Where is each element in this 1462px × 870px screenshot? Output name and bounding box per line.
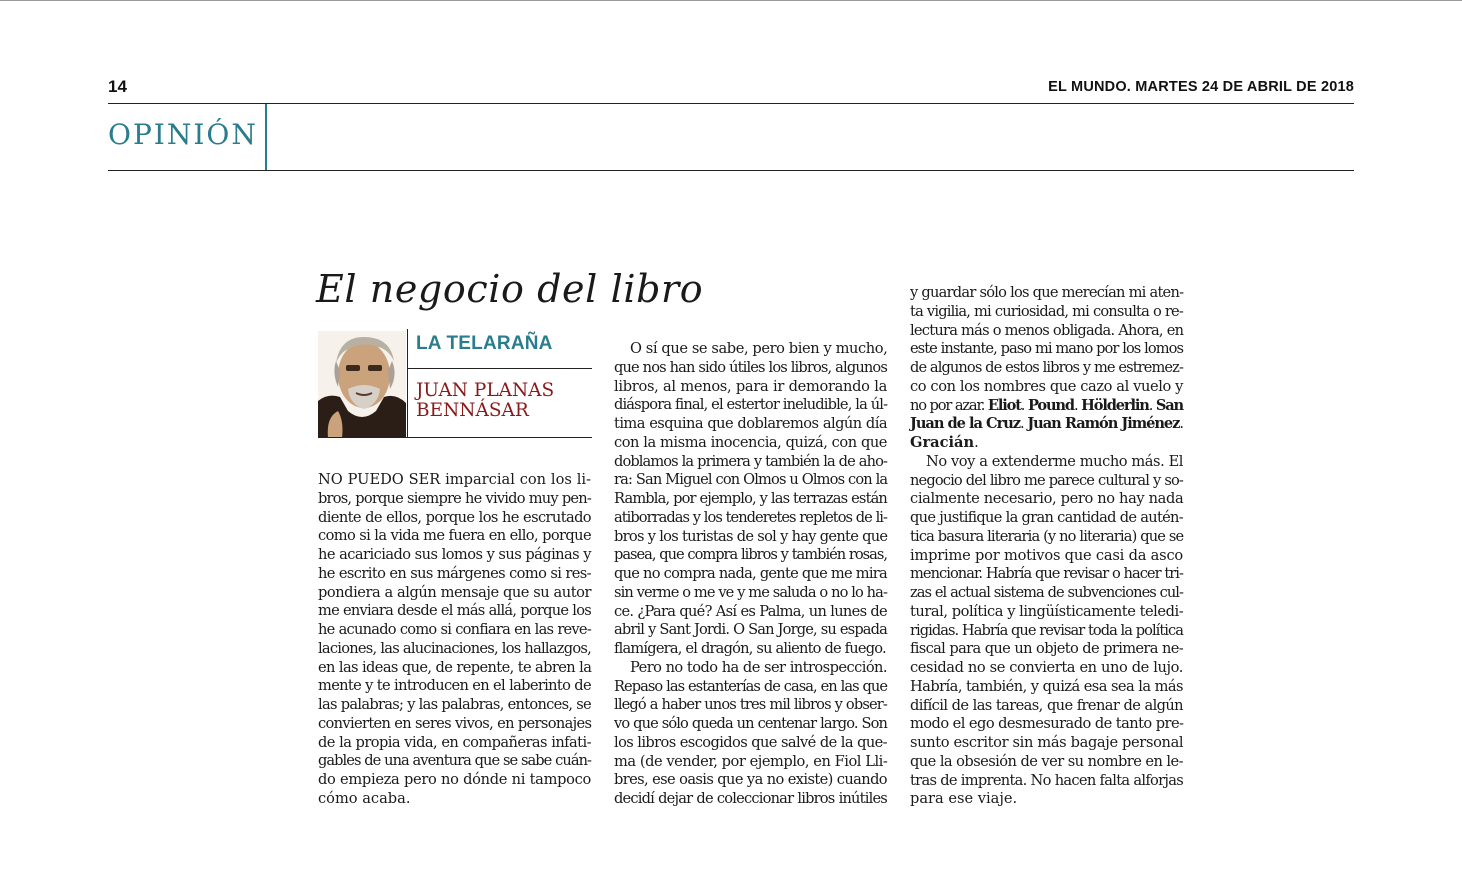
text-line: sunto escritor sin más bagaje personal: [910, 734, 1184, 751]
text-line: he acunado como si confiara en las reve-: [318, 621, 591, 638]
name-gracian: Gracián: [910, 434, 975, 451]
text-line: llegó a haber unos tres mil libros y obser-: [614, 696, 887, 714]
text-line: imprime por motivos que casi da asco: [910, 546, 1183, 564]
article-column-2: [614, 340, 887, 809]
text-line: me enviara desde el más allá, porque los: [318, 602, 591, 620]
text-line: este instante, paso mi mano por los lomos: [910, 340, 1183, 358]
text-line: convierten en seres vivos, en personajes: [318, 714, 592, 732]
text-line: sin verme o me ve y me saluda o no lo ha-: [614, 583, 887, 601]
section-divider: [265, 104, 267, 170]
dateline: EL MUNDO. MARTES 24 DE ABRIL DE 2018: [1048, 79, 1354, 95]
text-line: gables de una aventura que se sabe cuán-: [318, 752, 591, 770]
author-name: [416, 381, 592, 421]
text-line: mente y te introducen en el laberinto de: [318, 677, 591, 695]
text-line: de la propia vida, en compañeras infati-: [318, 733, 591, 751]
separator: .: [1020, 396, 1025, 414]
author-name-line2: BENNÁSAR: [416, 400, 529, 421]
byline-divider-bottom: [318, 437, 592, 438]
text-line: NO PUEDO SER imparcial con los li-: [318, 471, 591, 488]
text-line: que la obsesión de ver su nombre en le-: [910, 752, 1183, 770]
text-line: de algunos de estos libros y me estremez-: [910, 359, 1183, 376]
name-san: San: [1155, 396, 1183, 414]
name-juan-ramon-jimenez: Juan Ramón Jiménez: [1027, 415, 1180, 433]
text-line: do empieza pero no dónde ni tampoco: [318, 771, 591, 788]
header-rule-top: [108, 103, 1354, 104]
separator: .: [1179, 415, 1183, 433]
text-line: las palabras; y las palabras, entonces, se: [318, 696, 591, 713]
separator: .: [1148, 396, 1153, 414]
name-juan-de-la-cruz: Juan de la Cruz: [910, 415, 1021, 433]
section-title: OPINIÓN: [108, 118, 258, 151]
text-line: y guardar sólo los que merecían mi aten-: [910, 284, 1184, 301]
author-name-line1: JUAN PLANAS: [416, 380, 555, 401]
article-headline: El negocio del libro: [316, 267, 704, 311]
text-line: que justifique la gran cantidad de autén-: [910, 509, 1183, 526]
text-line: negocio del libro me parece cultural y so-: [910, 471, 1183, 489]
text-line: abril y Sant Jordi. O San Jorge, su espada: [614, 621, 887, 639]
text-line: que nos han sido útiles los libros, algunos: [614, 358, 887, 376]
text-line: tras de imprenta. No hacen falta alforjas: [910, 771, 1183, 789]
text-line: rigidas. Habría que revisar toda la política: [910, 621, 1183, 639]
text-line: Pero no todo ha de ser introspección.: [630, 658, 887, 676]
text-line: que no compra nada, gente que me mira: [614, 565, 887, 582]
author-portrait-icon: [318, 331, 406, 438]
text-line: Repaso las estanterías de casa, en las que: [614, 677, 887, 695]
text-line: diáspora final, el estertor ineludible, la úl-: [614, 396, 888, 414]
text-line: cesidad no se convierta en uno de lujo.: [910, 659, 1183, 676]
text-line: co con los nombres que cazo al vuelo y: [910, 377, 1183, 395]
text-fragment: no por azar.: [910, 396, 985, 414]
text-line: laciones, las alucinaciones, los hallazgos,: [318, 639, 591, 657]
text-line: como si la vida me fuera en ello, porque: [318, 527, 591, 545]
text-line: ma (de vender, por ejemplo, en Fiol Lli-: [614, 752, 888, 770]
text-line: diente de ellos, porque los he escrutado: [318, 508, 591, 526]
name-pound: Pound: [1027, 396, 1074, 414]
text-line: modo el ego desmesurado de tanto pre-: [910, 715, 1184, 733]
text-line: con la misma inocencia, quizá, con que: [614, 433, 887, 451]
text-line: tima esquina que doblaremos algún día: [614, 415, 887, 432]
text-line: tural, política y lingüísticamente teledi-: [910, 602, 1184, 620]
text-line: para ese viaje.: [910, 790, 1018, 808]
text-line: ce. ¿Para qué? Así es Palma, un lunes de: [614, 602, 887, 620]
name-eliot: Eliot: [987, 396, 1021, 414]
text-line: ta vigilia, mi curiosidad, mi consulta o re-: [910, 302, 1183, 320]
text-line: cialmente necesario, pero no hay nada: [910, 490, 1184, 508]
text-line: en las ideas que, de repente, te abren la: [318, 658, 592, 676]
text-line: zas el actual sistema de subvenciones cul-: [910, 584, 1183, 601]
text-line: fiscal para que un objeto de primera ne-: [910, 640, 1183, 658]
text-line: he acariciado sus lomos y sus páginas y: [318, 546, 591, 563]
text-line: ra: San Miguel con Olmos u Olmos con la: [614, 471, 888, 489]
text-line-with-names: [910, 397, 1183, 416]
byline-divider-vertical: [407, 329, 408, 438]
separator: .: [1020, 415, 1024, 433]
text-line: doblamos la primera y también la de aho-: [614, 452, 887, 470]
text-line: O sí que se sabe, pero bien y mucho,: [630, 340, 888, 357]
column-name: LA TELARAÑA: [416, 333, 553, 354]
author-photo: [318, 331, 406, 438]
text-line: difícil de las tareas, que frenar de algún: [910, 696, 1183, 714]
text-line: tica basura literaria (y no literaria) que se: [910, 527, 1184, 545]
text-line: los libros escogidos que salvé de la que-: [614, 733, 887, 751]
text-line: mencionar. Habría que revisar o hacer tri-: [910, 565, 1183, 583]
text-line: bres, ese oasis que ya no existe) cuando: [614, 771, 887, 789]
text-line: bros, porque siempre he vivido muy pen-: [318, 489, 591, 507]
top-border: [0, 0, 1462, 1]
header-rule-bottom: [108, 170, 1354, 171]
text-line: decidí dejar de coleccionar libros inútiles: [614, 790, 887, 807]
text-line: Rambla, por ejemplo, y las terrazas están: [614, 490, 887, 507]
text-line: cómo acaba.: [318, 789, 411, 807]
article-column-1: [318, 471, 591, 809]
article-column-3: [910, 284, 1183, 809]
text-line: pondiera a algún mensaje que su autor: [318, 583, 591, 601]
text-line: libros, al menos, para ir demorando la: [614, 377, 887, 395]
text-line: pasea, que compra libros y también rosas,: [614, 546, 887, 564]
separator: .: [974, 434, 979, 451]
text-line: he escrito en sus márgenes como si res-: [318, 564, 591, 582]
text-line-with-names: [910, 415, 1183, 434]
separator: .: [1073, 396, 1078, 414]
byline-divider-middle: [407, 368, 592, 369]
text-line: flamígera, el dragón, su aliento de fuego.: [614, 640, 886, 657]
text-line: bros y los turistas de sol y hay gente que: [614, 527, 888, 545]
page-number: 14: [108, 77, 127, 96]
text-line-with-names: [910, 434, 1183, 453]
name-holderlin: Hölderlin: [1081, 396, 1149, 414]
text-line: atiborradas y los tenderetes repletos de li-: [614, 508, 887, 526]
text-line: Habría, también, y quizá esa sea la más: [910, 677, 1183, 695]
text-line: vo que sólo queda un centenar largo. Son: [614, 715, 887, 732]
text-line: No voy a extenderme mucho más. El: [926, 452, 1183, 470]
text-line: lectura más o menos obligada. Ahora, en: [910, 321, 1184, 339]
